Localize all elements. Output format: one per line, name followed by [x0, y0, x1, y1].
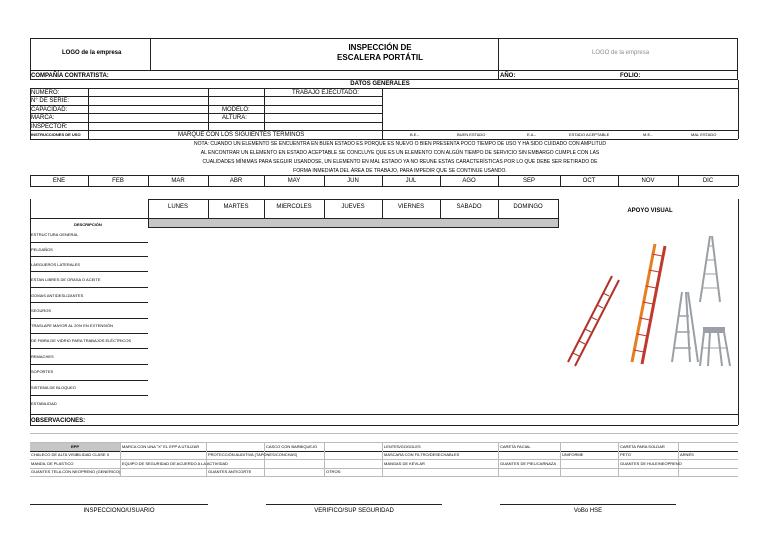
epp-title: EPP [70, 444, 79, 449]
month-nov: NOV [641, 178, 655, 184]
year-label: AÑO: [500, 73, 516, 79]
epp-guantes-tela: GUANTES TELA CON NEOPRENO (GENERICO) [31, 469, 121, 474]
month-mar: MAR [171, 178, 185, 184]
marca-label: MARCA: [31, 115, 55, 121]
day-miercoles: MIERCOLES [276, 204, 312, 210]
company-label: COMPAÑÍA CONTRATISTA: [31, 73, 109, 79]
platform-ladder-image [700, 328, 730, 366]
item-label: ESTABILIDAD [31, 401, 57, 406]
item-label: DE FIBRA DE VIDRIO PARA TRABAJOS ELÉCTRICOS [31, 338, 132, 343]
item-label: LARGUEROS LATERALES [31, 262, 81, 267]
epp-mandil: MANDIL DE PLASTICO [31, 461, 74, 466]
item-label: TRASLAPE MAYOR AL 20% EN EXTENSIÓN [31, 323, 114, 328]
epp-mascara: MASCARA CON FILTRO/DESECHABLES [384, 452, 460, 457]
epp-guantes-anticorte: GUANTES ANTICORTE [208, 469, 252, 474]
epp-equipo: EQUIPO DE SEGURIDAD DE ACUERDO A LA ACTIVIDAD [122, 461, 229, 466]
month-dic: DIC [702, 178, 714, 184]
inspector-label: INSPECTOR: [31, 124, 68, 130]
signature-line [500, 504, 676, 505]
step-ladder-image [672, 292, 698, 362]
shade-band [148, 219, 558, 228]
item-label: ESTRUCTURA GENERAL [31, 232, 79, 237]
legend-code-me: M.E.- [643, 132, 653, 137]
epp-mangas: MANGAS DE KEVLAR [384, 461, 425, 466]
month-jul: JUL [405, 178, 417, 184]
signature-inspecciono: INSPECCIONO/USUARIO [83, 508, 155, 514]
page-subtitle: ESCALERA PORTÁTIL [337, 53, 423, 62]
signature-line [266, 504, 442, 505]
signature-verifico: VERIFICO/SUP SEGURIDAD [314, 508, 394, 514]
month-abr: ABR [229, 178, 243, 184]
legend-text-me: MAL ESTADO [691, 132, 717, 137]
legend-code-be: B.E.- [410, 132, 419, 137]
descripcion-label: DESCRIPCIÓN [74, 222, 102, 227]
capacidad-label: CAPACIDAD: [31, 107, 68, 113]
page-title: INSPECCIÓN DE [348, 43, 412, 52]
item-label: SEGUROS [31, 308, 52, 313]
epp-proteccion: PROTECCIÓN AUDITIVA (TAPONES/CONCHAS) [208, 452, 298, 457]
observaciones-label: OBSERVACIONES: [31, 418, 86, 424]
epp-peto: PETO [620, 452, 631, 457]
epp-chaleco: CHALECO DE ALTA VISIBILIDAD CLASE II [31, 452, 109, 457]
month-ene: ENE [52, 178, 66, 184]
legend-text-be: BUEN ESTADO [457, 132, 486, 137]
apoyo-visual-label: APOYO VISUAL [627, 208, 673, 214]
modelo-label: MODELO: [222, 107, 250, 113]
signature-vobo: VoBo HSE [573, 508, 603, 514]
trabajo-label: TRABAJO EJECUTADO: [292, 90, 359, 96]
item-label: SISTEMA DE BLOQUEO [31, 385, 76, 390]
logo-right: LOGO de la empresa [592, 50, 650, 56]
straight-ladder-image [568, 276, 619, 366]
month-feb: FEB [112, 178, 124, 184]
epp-careta: CARETA FACIAL [500, 444, 531, 449]
note-line-4: FORMA INMEDIATA DEL ÁREA DE TRABAJO, PARA IMPEDIR QUE SE CONTINUE USANDO. [293, 168, 507, 174]
month-sep: SEP [522, 178, 535, 184]
note-line-3: CUALIDADES MÍNIMAS PARA SEGUIR USANDOSE, UN ELEMENTO EN MAL ESTADO YA NO REUNE ESTAS CARACTERÍSTICAS POR LO QUE DEBE SER RETIRADO DE [202, 159, 598, 165]
signature-line [30, 504, 208, 505]
day-sabado: SABADO [456, 204, 482, 210]
month-oct: OCT [582, 178, 596, 184]
epp-arnes: ARNÉS [680, 452, 694, 457]
extension-ladder-image [632, 244, 665, 364]
day-domingo: DOMINGO [513, 204, 543, 210]
epp-otros: OTROS: [326, 469, 342, 474]
item-label: REMACHES [31, 354, 54, 359]
epp-careta-soldar: CARETA PARA SOLDAR [620, 444, 665, 449]
ladder-images [560, 232, 736, 372]
logo-left: LOGO de la empresa [62, 50, 122, 56]
serie-label: N° DE SERIE: [31, 98, 70, 104]
folio-label: FOLIO: [620, 73, 641, 79]
epp-uniforme: UNIFORME [562, 452, 584, 457]
month-may: MAY [287, 178, 301, 184]
day-lunes: LUNES [167, 204, 188, 210]
numero-label: NUMERO: [31, 90, 60, 96]
instructions-label: INSTRUCCIONES DE USO [31, 132, 81, 137]
marque-label: MARQUE CON LOS SIGUIENTES TERMINOS [178, 132, 305, 138]
day-viernes: VIERNES [397, 204, 425, 210]
legend-text-ea: ESTADO ACEPTABLE [569, 132, 610, 137]
day-martes: MARTES [223, 204, 249, 210]
epp-guantes-piel: GUANTES DE PIEL/CARNAZA [500, 461, 557, 466]
day-jueves: JUEVES [341, 204, 365, 210]
item-label: GOMAS ANTIDESLIZANTES [31, 293, 84, 298]
legend-code-ea: E.A.- [527, 132, 536, 137]
epp-guantes-hule: GUANTES DE HULE/NEOPRENO [620, 461, 682, 466]
month-ago: AGO [462, 178, 476, 184]
month-jun: JUN [347, 178, 359, 184]
altura-label: ALTURA: [222, 115, 247, 121]
note-line-1: NOTA: CUANDO UN ELEMENTO SE ENCUENTRA EN BUEN ESTADO ES PORQUE ES NUEVO O BIEN PRESENTA POCO TIEMPO DE USO Y HA SIDO CUIDADO CON AMPLITUD [194, 141, 606, 147]
epp-casco: CASCO CON BARBIQUEJO [266, 444, 318, 449]
note-line-2: AL ENCONTRAR UN ELEMENTO EN ESTADO ACEPTABLE SE CONCLUYE QUE ES UN ELEMENTO CON ALGÚN TIEMPO DE SERVICIO SIN EMBARGO CUMPLE CON LAS [200, 150, 600, 156]
item-label: ESTAN LIBRES DE GRASA O ACEITE [31, 277, 101, 282]
item-label: PELDAÑOS [31, 247, 53, 252]
general-title: DATOS GENERALES [350, 81, 410, 87]
multi-ladder-image [700, 236, 720, 302]
item-label: SOPORTES [31, 369, 54, 374]
epp-marca: MARCA CON UNA "X" EL EPP A UTILIZAR [122, 444, 200, 449]
epp-lentes: LENTES/GOGGLES [384, 444, 421, 449]
